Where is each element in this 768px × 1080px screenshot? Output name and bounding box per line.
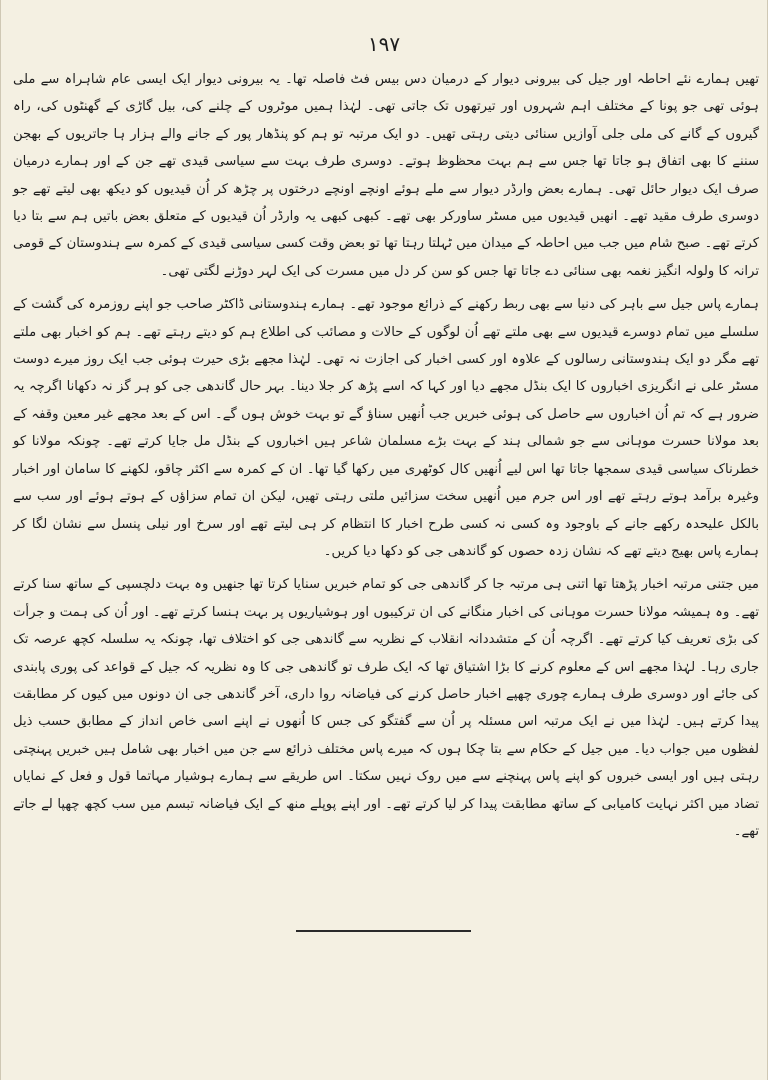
page-number: ١٩٧: [367, 32, 401, 56]
paragraph-jail-surroundings: تھیں ہمارے نئے احاطہ اور جیل کی بیرونی دیوار کے درمیان دس بیس فٹ فاصلہ تھا۔ یہ بیرونی دیوار ایک ایسی عام شاہراہ سے ملی ہوئی تھی جو پونا کے مختلف اہم شہروں اور تیرتھوں تک جاتی تھی۔ لہٰذا ہمیں موٹروں کے چلنے کی، بیل گاڑی کے گھنٹوں کی، راہ گیروں کے گانے کی ملی جلی آوازیں سنائی دیتی رہتی تھیں۔ دو ایک مرتبہ تو ہم کو پنڈھار پور کے جانے والے ہزار ہا جاتریوں کے بھجن سننے کا بھی اتفاق ہو جاتا تھا جس سے ہم بہت محظوظ ہوتے۔ دوسری طرف بہت سے سیاسی قیدی تھے جن کے اور ہمارے درمیان صرف ایک دیوار حائل تھی۔ ہمارے بعض وارڈر دیوار سے ملے ہوئے اونچے اونچے درختوں پر چڑھ کر اُن قیدیوں کو دیکھ بھی لیتے تھے جو دوسری طرف مقید تھے۔ انھیں قیدیوں میں مسٹر ساورکر بھی تھے۔ کبھی کبھی یہ وارڈر اُن قیدیوں کے متعلق بعض باتیں ہم سے بتا دیا کرتے تھے۔ صبح شام میں جب میں احاطہ کے میدان میں ٹہلتا رہتا تھا تو بعض وقت کسی سیاسی قیدی کے کمرہ سے ہندوستان کے قومی ترانہ کا ولولہ انگیز نغمہ بھی سنائی دے جاتا تھا جس کو سن کر دل میں مسرت کی ایک لہر دوڑنے لگتی تھی۔: [13, 72, 759, 279]
paragraph-outside-news: ہمارے پاس جیل سے باہر کی دنیا سے بھی ربط رکھنے کے ذرائع موجود تھے۔ ہمارے ہندوستانی ڈاکٹر صاحب جو اپنے روزمرہ کی گشت کے سلسلے میں تمام دوسرے قیدیوں سے بھی ملتے تھے اُن لوگوں کے حالات و مصائب کی اطلاع ہم کو دیتے رہتے تھے۔ ہم کو اخبار بھی ملتے تھے مگر دو ایک ہندوستانی رسالوں کے علاوہ اور کسی اخبار کی اجازت نہ تھی۔ لہٰذا مجھے بڑی حیرت ہوئی جب ایک روز میرے دوست مسٹر علی نے انگریزی اخباروں کا ایک بنڈل مجھے دیا اور کہا کہ اسے پڑھ کر جلا دینا۔ بہر حال گاندھی جی کو ہر گز نہ دکھانا اگرچہ یہ ضرور ہے کہ تم اُن اخباروں سے حاصل کی ہوئی خبریں جب اُنھیں سناؤ گے تو بہت خوش ہوں گے۔ اس کے بعد مجھے غیر معین وقفہ کے بعد مولانا حسرت موہانی سے جو شمالی ہند کے بہت بڑے مسلمان شاعر ہیں اخباروں کے بنڈل مل جایا کرتے تھے۔ چونکہ مولانا کو خطرناک سیاسی قیدی سمجھا جاتا تھا اس لیے اُنھیں کال کوٹھری میں رکھا گیا تھا۔ ان کے کمرہ سے اکثر چاقو، لکھنے کا سامان اور اخبار وغیرہ برآمد ہوتے رہتے تھے اور اس جرم میں اُنھیں سخت سزائیں ملتی رہتی تھیں، لیکن ان تمام سزاؤں کے ہوتے ہوئے اور سب سے بالکل علیحدہ رکھے جانے کے باوجود وہ کسی نہ کسی طرح اخبار کا انتظام کر ہی لیتے تھے اور سرخ اور نیلی پنسل سے نشان لگا کر ہمارے پاس بھیج دیتے تھے کہ نشان زدہ حصوں کو گاندھی جی کو دکھا دیا کریں۔: [13, 297, 759, 559]
paragraph-gandhi-newspapers: میں جتنی مرتبہ اخبار پڑھتا تھا اتنی ہی مرتبہ جا کر گاندھی جی کو تمام خبریں سنایا کرتا تھا جنھیں وہ بہت دلچسپی کے ساتھ سنا کرتے تھے۔ وہ ہمیشہ مولانا حسرت موہانی کی اخبار منگانے کی ان ترکیبوں اور ہوشیاریوں پر بہت ہنسا کرتے تھے۔ اور اُن کی ہمت و جرأت کی بڑی تعریف کیا کرتے تھے۔ اگرچہ اُن کے متشددانہ انقلاب کے نظریہ سے گاندھی جی کو اختلاف تھا، چونکہ یہ سلسلہ کچھ عرصہ تک جاری رہا۔ لہٰذا مجھے اس کے معلوم کرنے کا بڑا اشتیاق تھا کہ ایک طرف تو گاندھی جی کا وہ نظریہ کہ جیل کے قواعد کی پوری پابندی کی جائے اور دوسری طرف ہمارے چوری چھپے اخبار حاصل کرنے کی فیاضانہ روا داری، آخر گاندھی جی ان دونوں میں کیوں کر مطابقت پیدا کرتے ہیں۔ لہٰذا میں نے ایک مرتبہ اس مسئلہ پر اُن سے گفتگو کی جس کا اُنھوں نے اپنے اسی خاص انداز کے مطابق حسب ذیل لفظوں میں جواب دیا۔ میں جیل کے حکام سے بتا چکا ہوں کہ میرے پاس مختلف ذرائع سے جن میں اخبار بھی شامل ہیں خبریں پہنچتی رہتی ہیں اور ایسی خبروں کو اپنے پاس پہنچنے سے میں روک نہیں سکتا۔ اس طریقے سے ہمارے ہوشیار مہاتما قول و فعل کے نمایاں تضاد میں اکثر نہایت کامیابی کے ساتھ مطابقت پیدا کر لیا کرتے تھے۔ اور اپنے پوپلے منھ کے ایک فیاضانہ تبسم میں سب کچھ چھپا لے جاتے تھے۔: [13, 577, 759, 839]
closing-divider-line: [296, 930, 471, 932]
body-text: [13, 66, 759, 845]
